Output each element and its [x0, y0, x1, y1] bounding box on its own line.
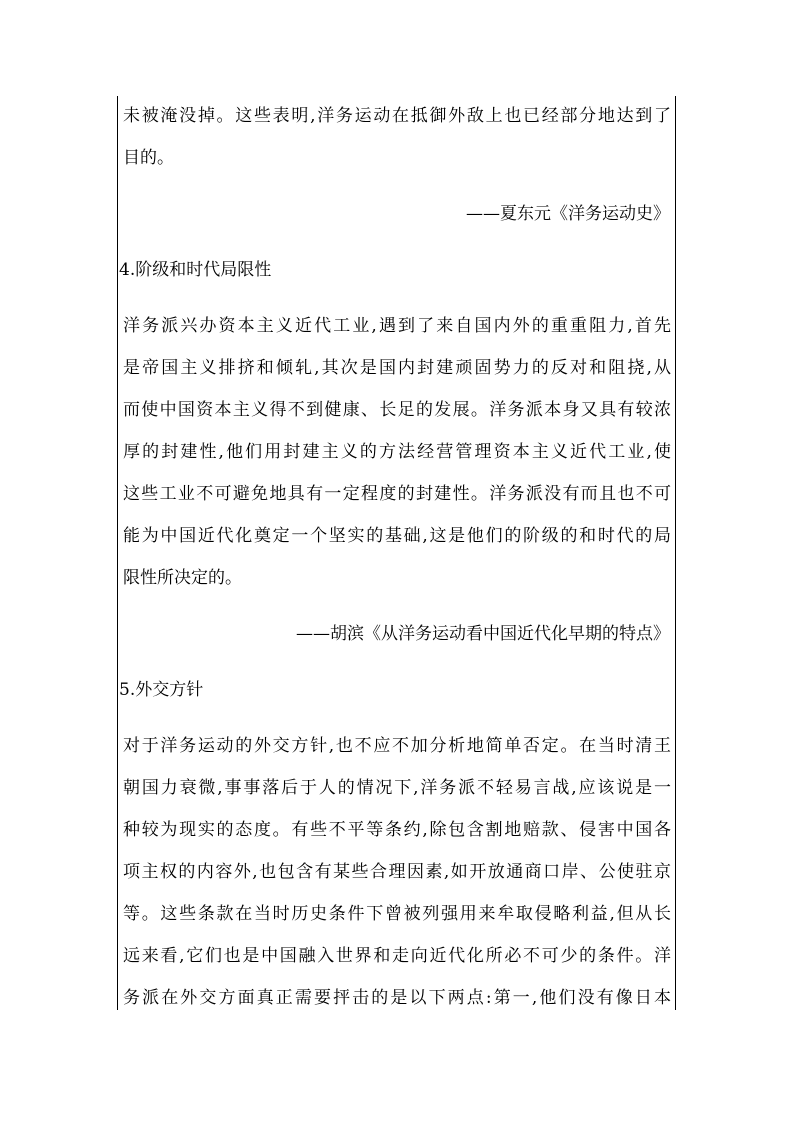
paragraph-line: 种较为现实的态度。有些不平等条约,除包含割地赔款、侵害中国各: [123, 820, 671, 840]
source-citation: ——胡滨《从洋务运动看中国近代化早期的特点》: [296, 624, 670, 644]
section-heading: 5.外交方针: [119, 680, 204, 700]
paragraph-line: 是帝国主义排挤和倾轧,其次是国内封建顽固势力的反对和阻挠,从: [123, 358, 671, 378]
paragraph-line: 这些工业不可避免地具有一定程度的封建性。洋务派没有而且也不可: [123, 484, 671, 504]
paragraph-line: 远来看,它们也是中国融入世界和走向近代化所必不可少的条件。洋: [123, 946, 671, 966]
paragraph-line: 未被淹没掉。这些表明,洋务运动在抵御外敌上也已经部分地达到了: [123, 106, 671, 126]
paragraph-line: 务派在外交方面真正需要抨击的是以下两点:第一,他们没有像日本: [123, 988, 671, 1008]
section-heading: 4.阶级和时代局限性: [119, 260, 272, 280]
paragraph-line: 而使中国资本主义得不到健康、长足的发展。洋务派本身又具有较浓: [123, 400, 671, 420]
paragraph-line: 朝国力衰微,事事落后于人的情况下,洋务派不轻易言战,应该说是一: [123, 778, 671, 798]
paragraph-line: 限性所决定的。: [123, 568, 242, 588]
paragraph-line: 目的。: [123, 148, 174, 168]
paragraph-line: 洋务派兴办资本主义近代工业,遇到了来自国内外的重重阻力,首先: [123, 316, 671, 336]
paragraph-line: 等。这些条款在当时历史条件下曾被列强用来牟取侵略利益,但从长: [123, 904, 671, 924]
paragraph-line: 项主权的内容外,也包含有某些合理因素,如开放通商口岸、公使驻京: [123, 862, 671, 882]
paragraph-line: 厚的封建性,他们用封建主义的方法经营管理资本主义近代工业,使: [123, 442, 671, 462]
paragraph-line: 对于洋务运动的外交方针,也不应不加分析地简单否定。在当时清王: [123, 736, 671, 756]
paragraph-line: 能为中国近代化奠定一个坚实的基础,这是他们的阶级的和时代的局: [123, 526, 671, 546]
source-citation: ——夏东元《洋务运动史》: [466, 204, 670, 224]
